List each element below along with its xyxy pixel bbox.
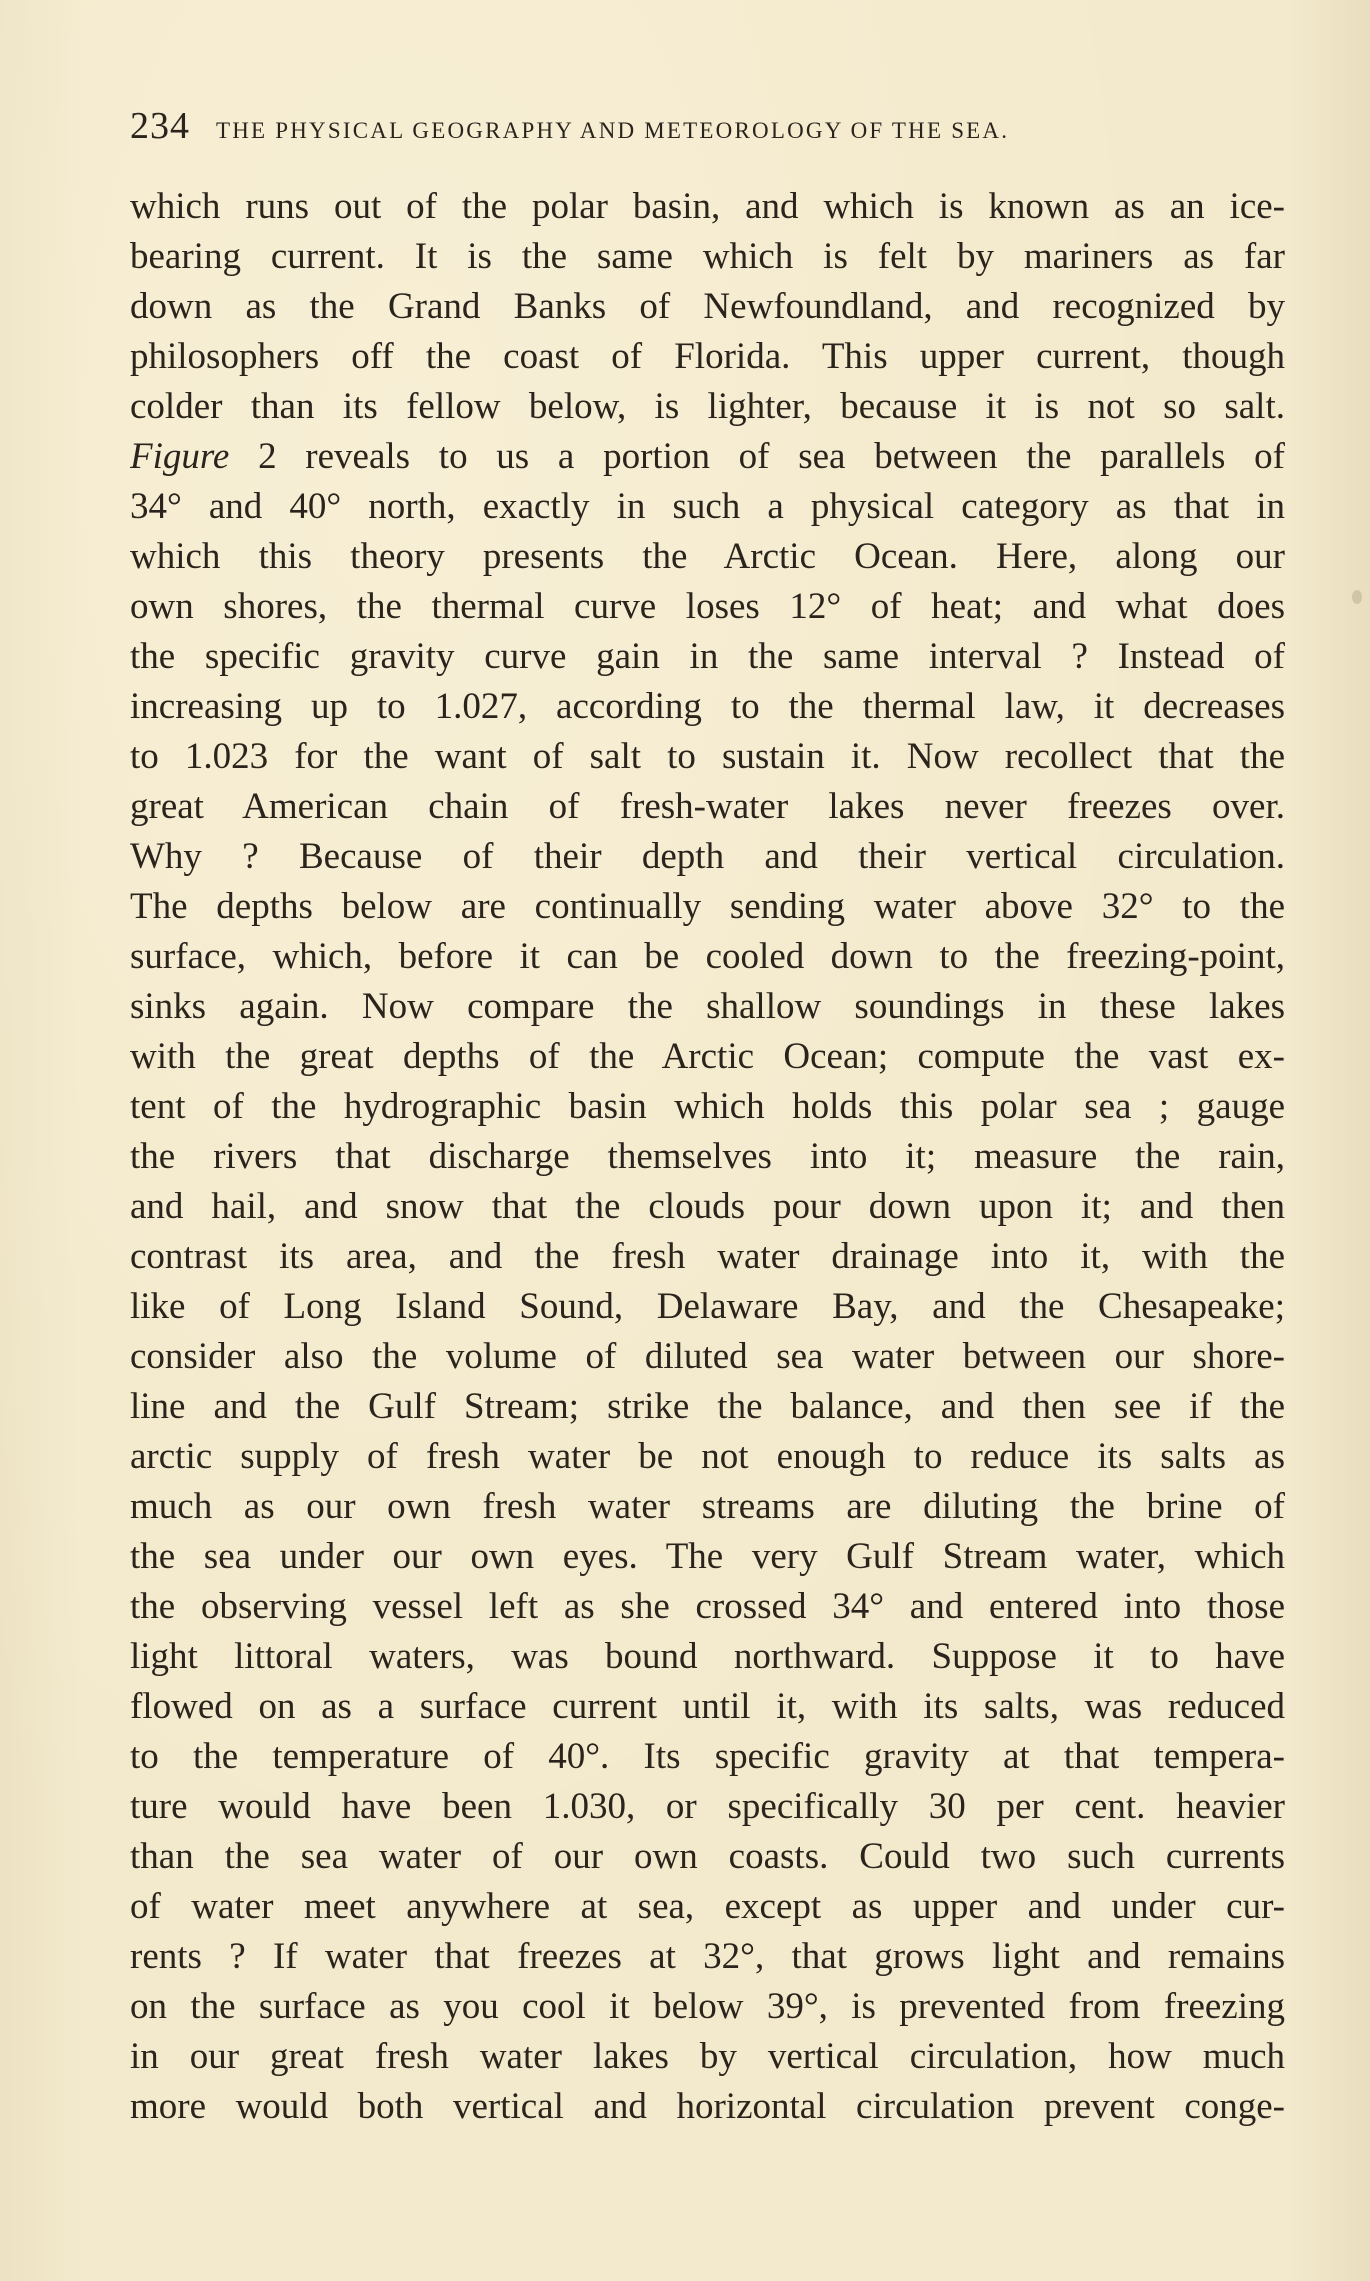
text-line: bearing current. It is the same which is felt by mariners as far bbox=[130, 236, 1285, 277]
text-line: the observing vessel left as she crossed 34° and entered into those bbox=[130, 1586, 1285, 1627]
text-line: more would both vertical and horizontal circulation prevent conge- bbox=[130, 2086, 1285, 2127]
text-line: the sea under our own eyes. The very Gulf Stream water, which bbox=[130, 1536, 1285, 1577]
text-line: own shores, the thermal curve loses 12° of heat; and what does bbox=[130, 586, 1285, 627]
text-line: much as our own fresh water streams are diluting the brine of bbox=[130, 1486, 1285, 1527]
text-line: contrast its area, and the fresh water drainage into it, with the bbox=[130, 1236, 1285, 1277]
running-title: THE PHYSICAL GEOGRAPHY AND METEOROLOGY OF THE SEA. bbox=[216, 118, 1010, 143]
text-line: and hail, and snow that the clouds pour down upon it; and then bbox=[130, 1186, 1285, 1227]
text-line: which this theory presents the Arctic Ocean. Here, along our bbox=[130, 536, 1285, 577]
text-line: ture would have been 1.030, or specifically 30 per cent. heavier bbox=[130, 1786, 1285, 1827]
text-line: rents ? If water that freezes at 32°, that grows light and remains bbox=[130, 1936, 1285, 1977]
text-line: light littoral waters, was bound northward. Suppose it to have bbox=[130, 1636, 1285, 1677]
text-line: Why ? Because of their depth and their vertical circulation. bbox=[130, 836, 1285, 877]
text-line: than the sea water of our own coasts. Could two such currents bbox=[130, 1836, 1285, 1877]
text-line: colder than its fellow below, is lighter, because it is not so salt. bbox=[130, 386, 1285, 427]
text-line: increasing up to 1.027, according to the thermal law, it decreases bbox=[130, 686, 1285, 727]
page-number: 234 bbox=[130, 105, 190, 147]
text-line: 34° and 40° north, exactly in such a physical category as that in bbox=[130, 486, 1285, 527]
text-line: to the temperature of 40°. Its specific gravity at that tempera- bbox=[130, 1736, 1285, 1777]
text-line: philosophers off the coast of Florida. This upper current, though bbox=[130, 336, 1285, 377]
text-line: surface, which, before it can be cooled down to the freezing-point, bbox=[130, 936, 1285, 977]
text-line: the rivers that discharge themselves into it; measure the rain, bbox=[130, 1136, 1285, 1177]
paper-blemish bbox=[1352, 590, 1362, 604]
text-line: like of Long Island Sound, Delaware Bay, and the Chesapeake; bbox=[130, 1286, 1285, 1327]
text-line: flowed on as a surface current until it, with its salts, was reduced bbox=[130, 1686, 1285, 1727]
text-line: in our great fresh water lakes by vertical circulation, how much bbox=[130, 2036, 1285, 2077]
text-line: consider also the volume of diluted sea water between our shore- bbox=[130, 1336, 1285, 1377]
text-line-figure-ref bbox=[130, 432, 1285, 482]
text-line: of water meet anywhere at sea, except as upper and under cur- bbox=[130, 1886, 1285, 1927]
text-line: The depths below are continually sending water above 32° to the bbox=[130, 886, 1285, 927]
text-line: line and the Gulf Stream; strike the balance, and then see if the bbox=[130, 1386, 1285, 1427]
text-line: the specific gravity curve gain in the same interval ? Instead of bbox=[130, 636, 1285, 677]
text-line-rest: 2 reveals to us a portion of sea between the parallels of bbox=[258, 436, 1285, 477]
body-text bbox=[130, 182, 1285, 2132]
text-line: down as the Grand Banks of Newfoundland, and recognized by bbox=[130, 286, 1285, 327]
text-line: arctic supply of fresh water be not enough to reduce its salts as bbox=[130, 1436, 1285, 1477]
text-line: with the great depths of the Arctic Ocean; compute the vast ex- bbox=[130, 1036, 1285, 1077]
text-line: to 1.023 for the want of salt to sustain it. Now recollect that the bbox=[130, 736, 1285, 777]
text-line: sinks again. Now compare the shallow soundings in these lakes bbox=[130, 986, 1285, 1027]
text-line: which runs out of the polar basin, and which is known as an ice- bbox=[130, 186, 1285, 227]
text-line: on the surface as you cool it below 39°, is prevented from freezing bbox=[130, 1986, 1285, 2027]
figure-word: Figure bbox=[130, 436, 230, 477]
running-head bbox=[130, 104, 1240, 154]
text-line: tent of the hydrographic basin which holds this polar sea ; gauge bbox=[130, 1086, 1285, 1127]
text-line: great American chain of fresh-water lakes never freezes over. bbox=[130, 786, 1285, 827]
